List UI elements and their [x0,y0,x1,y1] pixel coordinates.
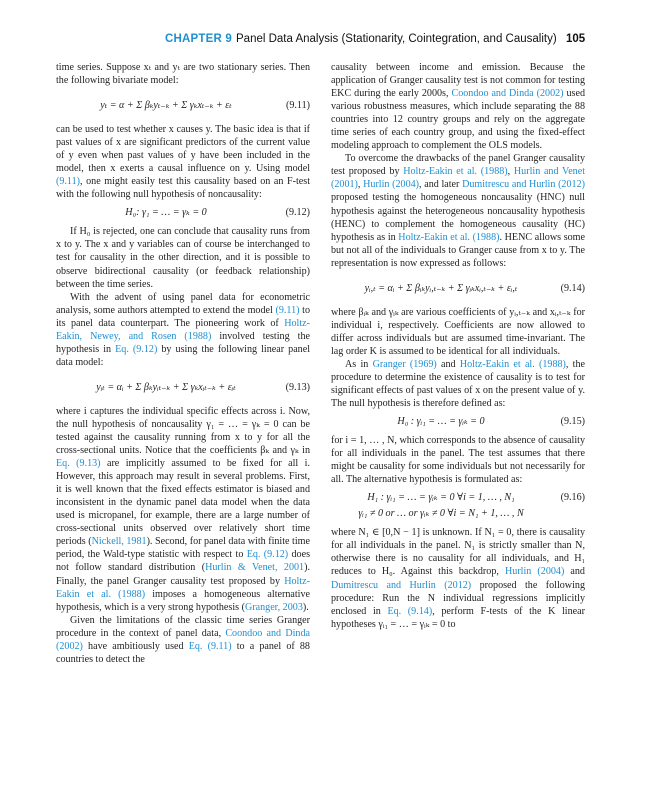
citation-link[interactable]: Holtz-Eakin, Newey, and Rosen (1988) [56,317,310,342]
citation-link[interactable]: Coondoo and Dinda (2002) [451,88,564,100]
paragraph: where βᵢₖ and γᵢₖ are various coefficients of yᵢ,ₜ₋ₖ and xᵢ,ₜ₋ₖ for individual i, respectively. Coefficients are now allowed to differ across individuals but are assumed time-invariant. The lag order K is assumed to be identical for all individuals. [331,306,585,357]
equation-body: H₀: γ₁ = … = γₖ = 0 [125,207,207,219]
equation-number: (9.15) [560,416,585,428]
paragraph: where i captures the individual specific effects across i. Now, the null hypothesis of noncausality γ₁ = … = γₖ = 0 can be tested against the causality running from x to y for all the cross-sectional units. Notice that the coefficients βₖ and γₖ in Eq. (9.13) are implicitly assumed to be fixed for all i. However, this approach may result in several problems. First, it is well known that the fixed effects estimator is biased and inconsistent in the dynamic panel data model when the data used is micropanel, for example, there are a large number of cross-sectional units observed over relatively short time periods (Nickell, 1981). Second, for panel data with finite time period, the Wald-type statistic with respect to Eq. (9.12) does not follow standard distribution (Hurlin & Venet, 2001). Finally, the panel Granger causality test proposed by Holtz-Eakin et al. (1988) imposes a homogeneous alternative hypothesis, which is a very strong hypothesis (Granger, 2003). [56,405,310,613]
paragraph: To overcome the drawbacks of the panel Granger causality test proposed by Holtz-Eakin et al. (1988), Hurlin and Venet (2001), Hurlin (2004), and later Dumitrescu and Hurlin (2012) proposed testing the homogeneous noncausality (HNC) null hypothesis against the heterogeneous noncausality hypothesis (HENC) to complement the homogeneous causality (HC) hypothesis as in Holtz-Eakin et al. (1988). HENC allows some but not all of the individuals to Granger cause from x to y. The representation is now expressed as follows: [331,153,586,269]
equation-line-2: γᵢ₁ ≠ 0 or … or γᵢₖ ≠ 0 ∀i = N₁ + 1, … , N [358,508,524,520]
equation-link[interactable]: Eq. (9.13) [56,458,101,470]
equation-9-16 [331,489,585,523]
citation-link[interactable]: Holtz-Eakin et al. (1988) [398,231,500,243]
citation-link[interactable]: Hurlin (2004) [504,566,565,578]
equation-body: yₜ = α + Σ βₖyₜ₋ₖ + Σ γₖxₜ₋ₖ + εₜ [100,100,232,112]
citation-link[interactable]: Dumitrescu and Hurlin (2012) [331,579,472,591]
equation-link[interactable]: (9.11) [56,176,81,188]
citation-link[interactable]: Holtz-Eakin et al. (1988) [56,575,310,600]
equation-9-12 [56,204,310,222]
equation-link[interactable]: Eq. (9.14) [387,605,433,617]
equation-9-11 [56,90,310,120]
citation-link[interactable]: Hurlin (2004) [363,179,420,191]
citation-link[interactable]: Granger (1969) [372,358,437,370]
equation-9-15 [331,413,585,431]
equation-link[interactable]: Eq. (9.11) [188,640,232,652]
equation-body: H₀ : γᵢ₁ = … = γᵢₖ = 0 [397,416,485,428]
citation-link[interactable]: Nickell, 1981 [91,536,147,548]
citation-link[interactable]: Hurlin & Venet, 2001 [205,562,305,574]
equation-body: yᵢ,ₜ = αᵢ + Σ βᵢₖyᵢ,ₜ₋ₖ + Σ γᵢₖxᵢ,ₜ₋ₖ + εᵢ,ₜ [364,282,518,294]
right-column [331,61,585,631]
equation-link[interactable]: Eq. (9.12) [246,549,289,561]
running-header [0,33,584,49]
equation-9-13 [56,372,310,402]
paragraph: for i = 1, … , N, which corresponds to the absence of causality for all individuals in the panel. The test assumes that there might be causality for some individuals but not necessarily for all. The alternative hypothesis is formulated as: [331,435,585,486]
citation-link[interactable]: Dumitrescu and Hurlin (2012) [462,179,585,191]
left-column [56,61,310,666]
equation-number: (9.11) [285,100,310,112]
equation-number: (9.12) [285,207,310,219]
chapter-title: Panel Data Analysis (Stationarity, Cointegration, and Causality) [236,33,557,45]
citation-link[interactable]: Coondoo and Dinda (2002) [56,627,310,652]
paragraph: With the advent of using panel data for econometric analysis, some authors attempted to extend the model (9.11) to its panel data counterpart. The pioneering work of Holtz-Eakin, Newey, and Rosen (1988) involved testing the hypothesis in Eq. (9.12) by using the following linear panel data model: [56,291,311,368]
paragraph: where N₁ ∈ [0,N − 1] is unknown. If N₁ = 0, there is causality for all individuals in the panel. N₁ is strictly smaller than N, otherwise there is no causality for all individuals, and H₁ reduces to H₀. Against this backdrop, Hurlin (2004) and Dumitrescu and Hurlin (2012) proposed the following procedure: Run the N individual regressions implicitly enclosed in Eq. (9.14), perform F-tests of the K linear hypotheses γᵢ₁ = … = γᵢₖ = 0 to [331,527,585,630]
equation-body: yᵢₜ = αᵢ + Σ βₖyᵢₜ₋ₖ + Σ γₖxᵢₜ₋ₖ + εᵢₜ [96,381,236,393]
paragraph: If H₀ is rejected, one can conclude that causality runs from x to y. The x and y variables can of course be interchanged to test for causality in the other direction, and it is possible to observe bidirectional causality (or feedback relationship) between the time series. [56,226,310,290]
page-number: 105 [566,33,586,45]
equation-link[interactable]: (9.11) [275,304,300,316]
paragraph: time series. Suppose xₜ and yₜ are two stationary series. Then the following bivariate model: [56,62,310,87]
citation-link[interactable]: Holtz-Eakin et al. (1988) [459,358,566,370]
chapter-label: CHAPTER 9 [165,33,232,45]
equation-line-1: H₁ : γᵢ₁ = … = γᵢₖ = 0 ∀i = 1, … , N₁ [367,492,515,504]
paragraph: can be used to test whether x causes y. The basic idea is that if past values of x are significant predictors of the current value of y even when past values of y have been included in the model, then x exerts a causal influence on y. Using model (9.11), one might easily test this causality based on an F-test with the following null hypothesis of noncausality: [56,124,310,201]
equation-number: (9.16) [560,492,585,504]
paragraph: As in Granger (1969) and Holtz-Eakin et al. (1988), the procedure to determine the existence of causality is to test for significant effects of past values of x on the present value of y. The null hypothesis is therefore defined as: [331,358,586,410]
paragraph: Given the limitations of the classic time series Granger procedure in the context of panel data, Coondoo and Dinda (2002) have ambitiously used Eq. (9.11) to a panel of 88 countries to detect the [56,614,310,665]
equation-9-14 [331,273,585,303]
paragraph: causality between income and emission. Because the application of Granger causality test is not common for testing EKC during the early 2000s, Coondoo and Dinda (2002) used various robustness measures, which include separating the 88 countries into 12 country groups and rely on the aggregate time series of each country group, and using the fixed-effect modeling approach to complement the OLS models. [331,62,585,152]
citation-link[interactable]: Hurlin and Venet (2001) [331,166,586,191]
equation-number: (9.14) [560,282,585,294]
equation-number: (9.13) [285,381,310,393]
equation-link[interactable]: Eq. (9.12) [115,343,158,355]
citation-link[interactable]: Holtz-Eakin et al. (1988) [403,166,508,178]
citation-link[interactable]: Granger, 2003 [244,601,303,613]
